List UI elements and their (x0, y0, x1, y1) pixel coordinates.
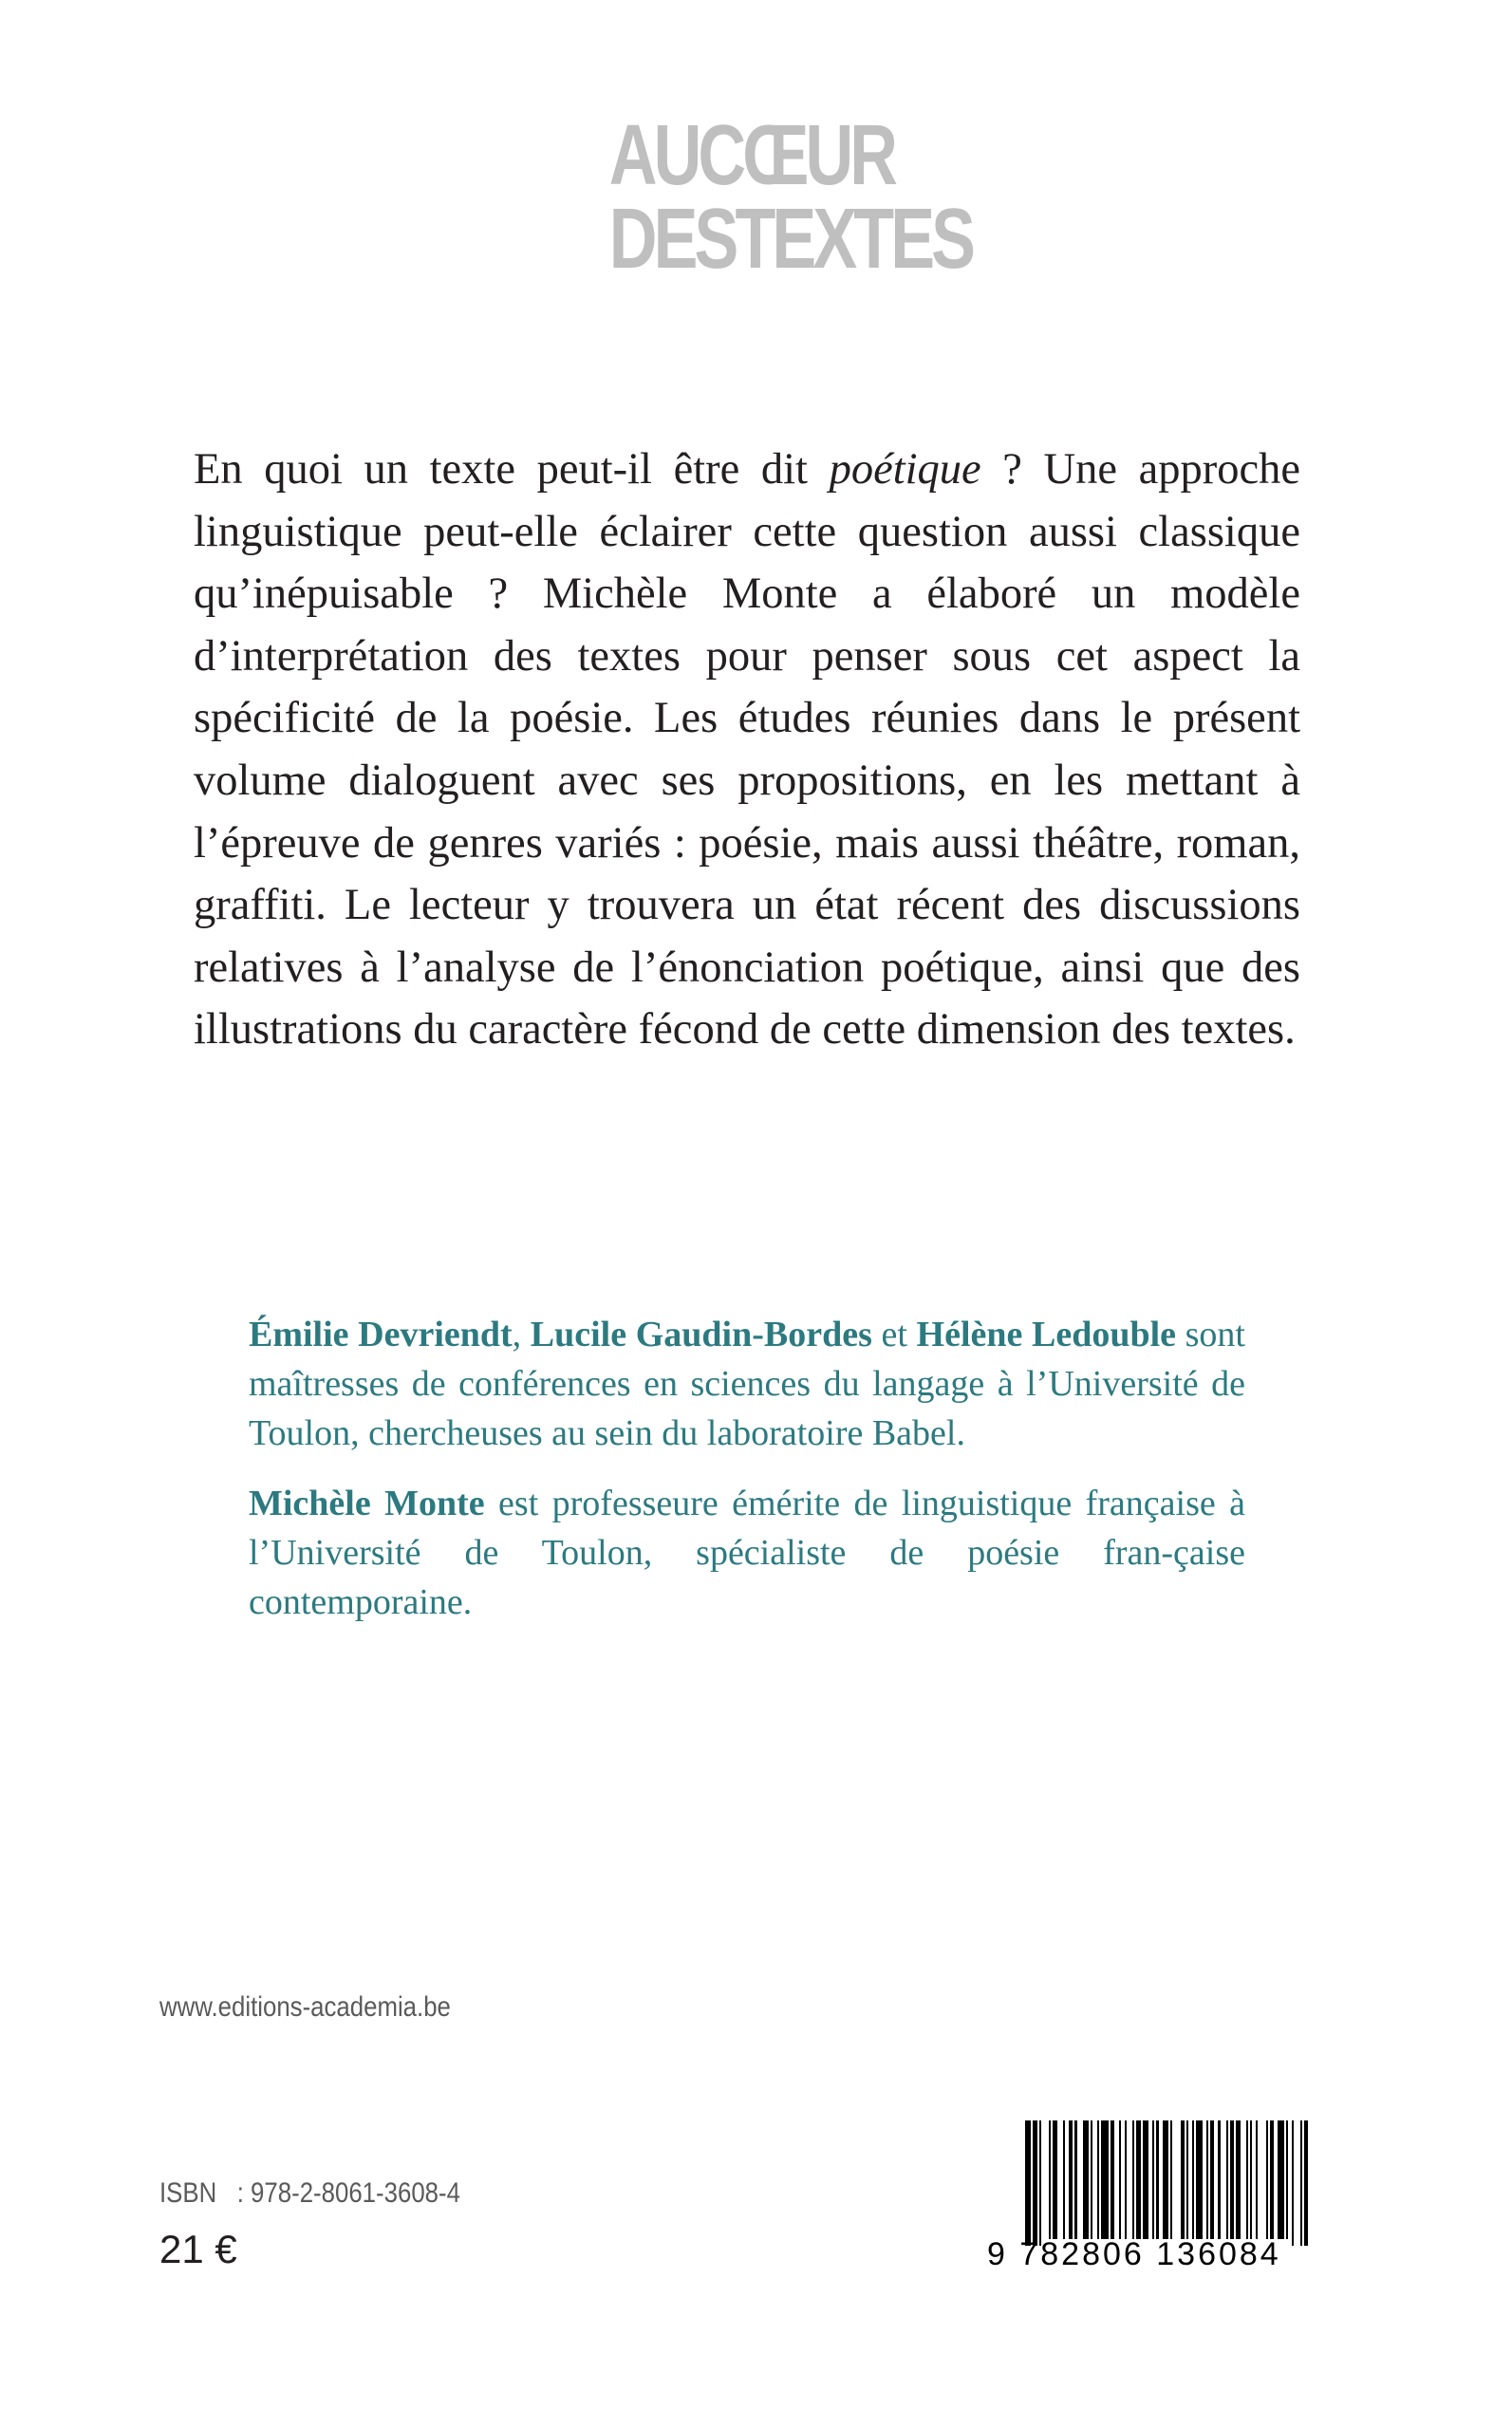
editor-name-3: Hélène Ledouble (916, 1315, 1177, 1354)
barcode-bar (1170, 2120, 1172, 2239)
barcode-bar (1292, 2120, 1294, 2246)
barcode-bar (1266, 2120, 1268, 2239)
barcode-bar (1270, 2120, 1274, 2239)
barcode-bar (1074, 2120, 1076, 2239)
author-bios (249, 1310, 1245, 1648)
barcode-bar (1304, 2120, 1308, 2246)
barcode-bar (1091, 2120, 1092, 2239)
barcode-bar (1192, 2120, 1194, 2239)
series-logo-line1: AUCŒUR (608, 108, 895, 203)
barcode-bar (1230, 2120, 1234, 2239)
barcode-bar (1196, 2120, 1202, 2239)
editor-separator-2: et (871, 1315, 917, 1354)
series-logo (569, 108, 973, 287)
barcode-bar (1181, 2120, 1185, 2239)
publisher-website[interactable]: www.editions-academia.be (159, 1991, 451, 2023)
barcode-bar (1286, 2120, 1288, 2239)
barcode-bar (1156, 2120, 1158, 2239)
honoree-bio (249, 1479, 1245, 1627)
barcode-bar (1246, 2120, 1248, 2239)
editors-bio-text: sont maîtresses de conférences en sciences du langage à l’Université de Toulon, chercheuses au sein du laboratoire Babel. (249, 1315, 1245, 1453)
blurb-text-start: En quoi un texte peut-il être dit (194, 445, 830, 494)
barcode-bar (1101, 2120, 1109, 2239)
barcode-bar (1063, 2120, 1065, 2239)
barcode-bar (1218, 2120, 1220, 2239)
barcode-bar (1119, 2120, 1121, 2239)
barcode-bar (1250, 2120, 1252, 2239)
barcode-bar (1278, 2120, 1283, 2239)
blurb-emphasis: poétique (829, 445, 981, 494)
barcode-bar (1256, 2120, 1258, 2239)
barcode-bar (1069, 2120, 1073, 2239)
honoree-bio-text: est professeure émérite de linguistique française à l’Université de Toulon, spécialiste de poésie fran-çaise contemporaine. (249, 1484, 1245, 1622)
barcode (987, 2115, 1316, 2276)
barcode-bar (1186, 2120, 1188, 2239)
barcode-number: 9 782806 136084 (987, 2236, 1281, 2272)
barcode-bar (1053, 2120, 1056, 2239)
back-cover-blurb (194, 439, 1300, 1061)
editor-separator-1: , (512, 1315, 531, 1354)
barcode-bar (1236, 2120, 1240, 2239)
barcode-bar (1125, 2120, 1127, 2239)
editors-bio (249, 1310, 1245, 1458)
blurb-text-rest: ? Une approche linguistique peut-elle éclairer cette question aussi classique qu’inépuisable ? Michèle Monte a élaboré un modèle d’interprétation des textes pour penser sous cet aspect la spécificité de la poésie. Les études réunies dans le présent volume dialoguent avec ses propositions, en les mettant à l’épreuve de genres variés : poésie, mais aussi théâtre, roman, graffiti. Le lecteur y trouvera un état récent des discussions relatives à l’analyse de l’énonciation poétique, ainsi que des illustrations du caractère fécond de cette dimension des textes. (194, 445, 1301, 1055)
barcode-bar (1049, 2120, 1051, 2239)
barcode-bar (1226, 2120, 1228, 2239)
barcode-bar (1206, 2120, 1208, 2239)
barcode-bar (1083, 2120, 1089, 2239)
barcode-bars (1025, 2120, 1310, 2239)
barcode-bar (1097, 2120, 1099, 2239)
barcode-bar (1132, 2120, 1134, 2239)
editor-name-2: Lucile Gaudin-Bordes (530, 1315, 872, 1354)
editor-name-1: Émilie Devriendt (249, 1315, 513, 1354)
barcode-bar (1210, 2120, 1214, 2239)
price-label: 21 € (159, 2227, 237, 2271)
barcode-bar (1033, 2120, 1036, 2246)
isbn-label: ISBN : 978-2-8061-3608-4 (159, 2177, 460, 2209)
barcode-bar (1143, 2120, 1148, 2239)
series-logo-line2: DESTEXTES (608, 192, 973, 287)
barcode-bar (1300, 2120, 1302, 2246)
barcode-bar (1039, 2120, 1041, 2246)
honoree-name: Michèle Monte (249, 1484, 485, 1523)
barcode-bar (1163, 2120, 1168, 2239)
barcode-bar (1025, 2120, 1031, 2246)
barcode-bar (1152, 2120, 1154, 2239)
barcode-bar (1111, 2120, 1114, 2239)
barcode-bar (1136, 2120, 1140, 2239)
